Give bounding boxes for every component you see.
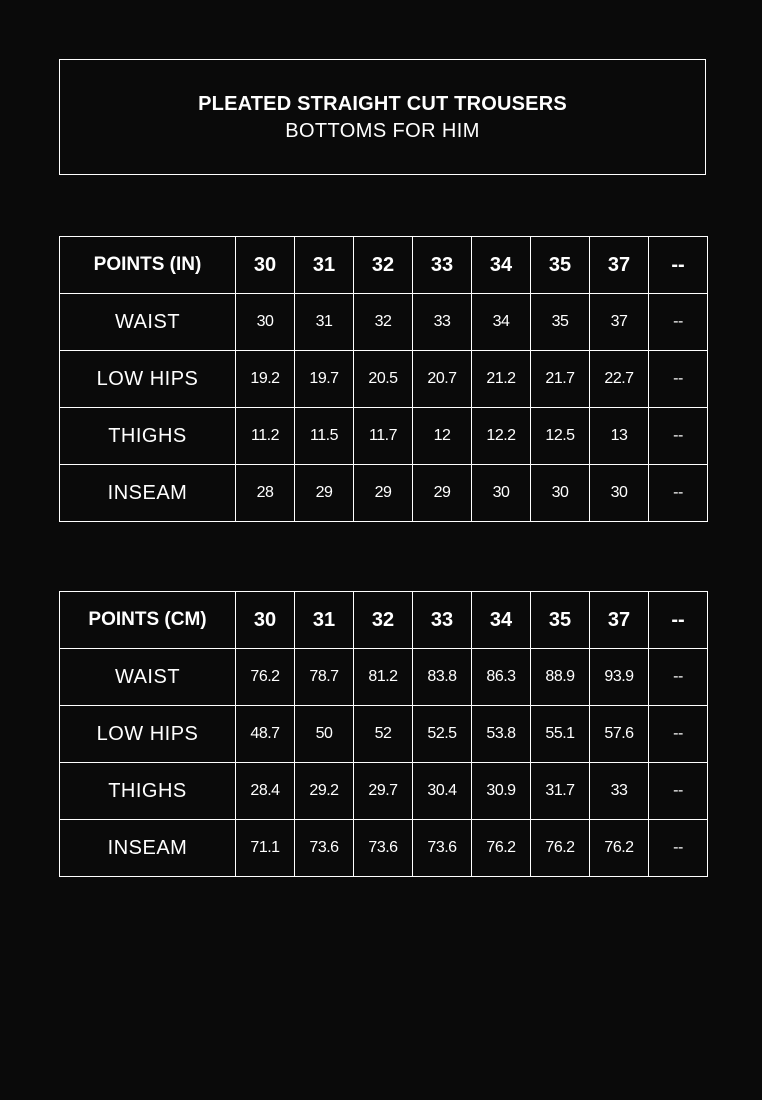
table-cell: 73.6 xyxy=(354,820,413,877)
table-cell: 30 xyxy=(472,465,531,522)
table-cell: 21.7 xyxy=(531,351,590,408)
table-cell: 30.9 xyxy=(472,763,531,820)
title-box xyxy=(59,59,706,175)
table-cell: 29.2 xyxy=(295,763,354,820)
table-row xyxy=(60,706,708,763)
size-header: 32 xyxy=(354,237,413,294)
table-cell: 29 xyxy=(295,465,354,522)
table-cell: 53.8 xyxy=(472,706,531,763)
table-cell: 76.2 xyxy=(590,820,649,877)
table-cell: -- xyxy=(649,465,708,522)
table-cell: -- xyxy=(649,649,708,706)
table-row xyxy=(60,408,708,465)
table-cell: 81.2 xyxy=(354,649,413,706)
table-cell: 78.7 xyxy=(295,649,354,706)
table-cell: 20.7 xyxy=(413,351,472,408)
table-cell: 28.4 xyxy=(236,763,295,820)
size-header: 34 xyxy=(472,237,531,294)
table-cell: 76.2 xyxy=(236,649,295,706)
page-title: PLEATED STRAIGHT CUT TROUSERS xyxy=(198,93,567,115)
table-row xyxy=(60,465,708,522)
table-cell: 11.2 xyxy=(236,408,295,465)
table-cell: 73.6 xyxy=(295,820,354,877)
table-cell: -- xyxy=(649,408,708,465)
table-cell: -- xyxy=(649,820,708,877)
table-cell: 30 xyxy=(590,465,649,522)
table-cell: 86.3 xyxy=(472,649,531,706)
size-header: 31 xyxy=(295,592,354,649)
table-row xyxy=(60,351,708,408)
table-cell: 20.5 xyxy=(354,351,413,408)
size-header: 37 xyxy=(590,592,649,649)
table-cell: 30.4 xyxy=(413,763,472,820)
table-cell: 29 xyxy=(354,465,413,522)
size-header: 33 xyxy=(413,592,472,649)
table-cell: 12.5 xyxy=(531,408,590,465)
size-header: -- xyxy=(649,592,708,649)
table-cell: 57.6 xyxy=(590,706,649,763)
table-row xyxy=(60,294,708,351)
size-header: 35 xyxy=(531,237,590,294)
size-header: 30 xyxy=(236,237,295,294)
table-cell: 34 xyxy=(472,294,531,351)
table-cell: 52 xyxy=(354,706,413,763)
points-header: POINTS (IN) xyxy=(60,237,236,294)
table-cell: 30 xyxy=(531,465,590,522)
table-cell: 13 xyxy=(590,408,649,465)
header-row xyxy=(60,237,708,294)
table-cell: 33 xyxy=(590,763,649,820)
page-subtitle: BOTTOMS FOR HIM xyxy=(285,120,480,142)
table-cell: 50 xyxy=(295,706,354,763)
size-header: 32 xyxy=(354,592,413,649)
size-header: -- xyxy=(649,237,708,294)
table-cell: 32 xyxy=(354,294,413,351)
row-label: INSEAM xyxy=(60,465,236,522)
table-cell: 33 xyxy=(413,294,472,351)
table-row xyxy=(60,649,708,706)
row-label: THIGHS xyxy=(60,763,236,820)
table-cell: -- xyxy=(649,763,708,820)
table-cell: 52.5 xyxy=(413,706,472,763)
size-header: 34 xyxy=(472,592,531,649)
header-row xyxy=(60,592,708,649)
table-row xyxy=(60,820,708,877)
table-cell: 31.7 xyxy=(531,763,590,820)
table-cell: 76.2 xyxy=(531,820,590,877)
table-cell: 37 xyxy=(590,294,649,351)
table-cell: 12 xyxy=(413,408,472,465)
table-row xyxy=(60,763,708,820)
table-cell: 19.7 xyxy=(295,351,354,408)
table-cell: 28 xyxy=(236,465,295,522)
size-table-inches xyxy=(59,236,708,522)
table-cell: 73.6 xyxy=(413,820,472,877)
row-label: LOW HIPS xyxy=(60,706,236,763)
table-cell: 11.7 xyxy=(354,408,413,465)
table-cell: 88.9 xyxy=(531,649,590,706)
row-label: WAIST xyxy=(60,294,236,351)
table-cell: -- xyxy=(649,351,708,408)
table-cell: 19.2 xyxy=(236,351,295,408)
size-header: 33 xyxy=(413,237,472,294)
table-cell: 76.2 xyxy=(472,820,531,877)
row-label: INSEAM xyxy=(60,820,236,877)
table-cell: 48.7 xyxy=(236,706,295,763)
size-header: 37 xyxy=(590,237,649,294)
table-cell: 71.1 xyxy=(236,820,295,877)
size-header: 30 xyxy=(236,592,295,649)
row-label: LOW HIPS xyxy=(60,351,236,408)
table-cell: 55.1 xyxy=(531,706,590,763)
size-header: 35 xyxy=(531,592,590,649)
table-cell: 93.9 xyxy=(590,649,649,706)
table-cell: -- xyxy=(649,706,708,763)
table-cell: 29 xyxy=(413,465,472,522)
table-cell: 11.5 xyxy=(295,408,354,465)
table-cell: 31 xyxy=(295,294,354,351)
table-cell: 22.7 xyxy=(590,351,649,408)
table-cell: 12.2 xyxy=(472,408,531,465)
table-cell: 35 xyxy=(531,294,590,351)
size-table-centimeters xyxy=(59,591,708,877)
table-cell: -- xyxy=(649,294,708,351)
row-label: WAIST xyxy=(60,649,236,706)
table-cell: 21.2 xyxy=(472,351,531,408)
points-header: POINTS (CM) xyxy=(60,592,236,649)
size-header: 31 xyxy=(295,237,354,294)
table-cell: 29.7 xyxy=(354,763,413,820)
row-label: THIGHS xyxy=(60,408,236,465)
table-cell: 83.8 xyxy=(413,649,472,706)
table-cell: 30 xyxy=(236,294,295,351)
